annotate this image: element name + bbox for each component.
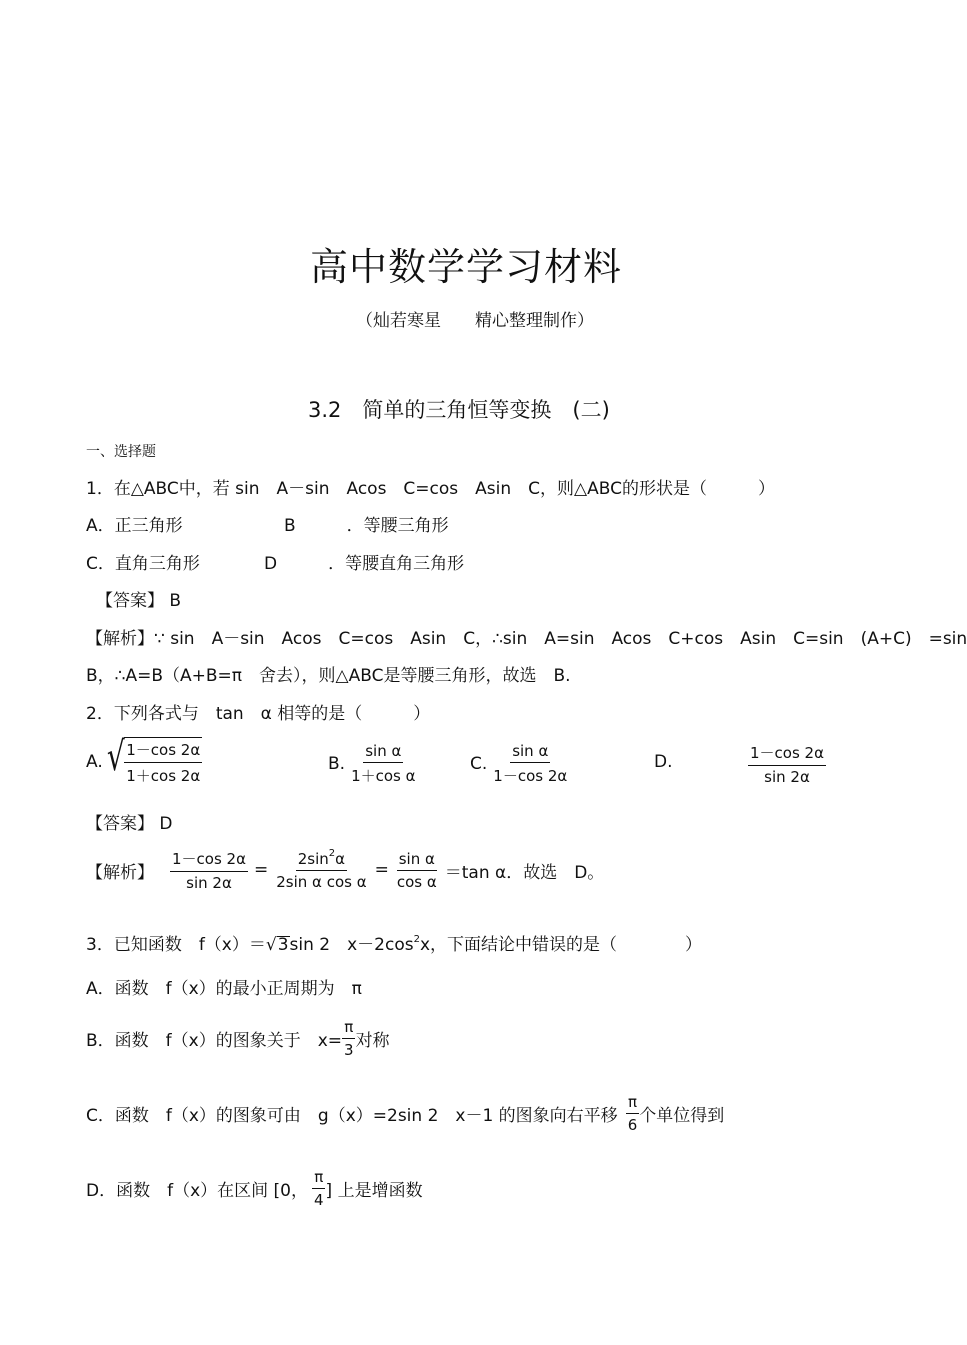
q1-solution-line2: B，∴A=B（A+B=π 舍去），则△ABC是等腰三角形，故选 B. [86,666,571,686]
q2-option-b-label: B. [328,754,346,774]
q2-stem: 2．下列各式与 tan α 相等的是（ ） [86,704,431,724]
q2-b-numerator: sin α [363,742,403,763]
q2-solution-label: 【解析】 [86,862,154,883]
sol-f2-denominator: 2sin α cos α [276,872,367,891]
q2-a-denominator: 1＋cos 2α [126,767,201,785]
q1-option-d: D ．等腰直角三角形 [264,554,465,574]
q3-b-denominator: 3 [344,1041,354,1059]
q3-option-b: B．函数 f（x）的图象关于 x= $\frac{\pi}{3}$ 对称 [86,1018,390,1059]
q1-option-b: B ．等腰三角形 [284,516,449,536]
q2-c-numerator: sin α [510,742,550,763]
q1-option-c: C．直角三角形 [86,554,200,574]
q2-b-denominator: 1＋cos α [351,767,416,785]
sol-f1-denominator: sin 2α [186,874,232,892]
q2-option-b [328,742,418,786]
q2-option-d [748,742,826,786]
doc-subtitle: （灿若寒星 精心整理制作） [356,311,594,331]
q2-option-a [86,734,202,786]
sol-f3-numerator: sin α [397,850,437,871]
q3-c-denominator: 6 [627,1116,638,1134]
q1-answer: 【答案】 B [96,591,182,611]
q3-stem: 3．已知函数 f（x）＝√3sin 2 $x-2\cos^2x$，下面结论中错误的是（ ） [86,934,703,955]
sqrt-sign: √ $\frac{1-\cos 2\alpha}{1+\cos 2\alpha}$ [106,734,201,785]
q2-option-a-label: A. [86,751,103,772]
q3-option-a: A．函数 f（x）的最小正周期为 π [86,979,362,999]
q3-option-d: D．函数 f（x）在区间 [0， $\frac{\pi}{4}$ ] 上是增函数 [86,1168,423,1209]
q2-d-denominator: sin 2α [764,768,810,786]
sol-tail: ＝tan α．故选 D。 [444,862,605,883]
section-type: 一、选择题 [86,444,156,460]
q3-d-denominator: 4 [314,1191,324,1209]
section-title: 3.2 简单的三角恒等变换 (二) [308,398,610,422]
q2-option-c-label: C. [470,754,488,774]
q2-a-numerator: 1－cos 2α [124,739,202,763]
sol-f1-numerator: 1－cos 2α [170,848,248,872]
q2-answer: 【答案】 D [86,814,173,834]
q1-option-a: A．正三角形 [86,516,183,536]
doc-title: 高中数学学习材料 [310,245,623,289]
q2-c-denominator: 1－cos 2α [493,767,568,785]
equals-sign: = [374,860,389,880]
sol-f2-numerator: $2\sin^2\alpha$ [296,850,347,871]
q2-solution [86,848,604,892]
sqrt-sign: √ [265,935,277,955]
q3-option-c: C．函数 f（x）的图象可由 g（x）=2sin 2 x－1 的图象向右平移 $\frac{\pi}{6}$ 个单位得到 [86,1093,725,1134]
q1-stem: 1．在△ABC中，若 sin A－sin Acos C=cos Asin C，则△ABC的形状是（ ） [86,479,775,499]
q2-option-c [470,742,569,786]
q2-d-numerator: 1－cos 2α [748,742,826,766]
q3-d-numerator: π [312,1168,325,1189]
q3-b-numerator: π [342,1018,355,1039]
equals-sign: = [253,860,269,880]
q3-c-numerator: π [626,1093,639,1114]
sol-f3-denominator: cos α [396,872,437,891]
q1-solution-line1: 【解析】∵ sin A－sin Acos C=cos Asin C，∴sin A=sin Acos C+cos Asin C=sin (A+C) =sin [86,629,967,649]
q2-option-d-label: D. [654,752,673,772]
